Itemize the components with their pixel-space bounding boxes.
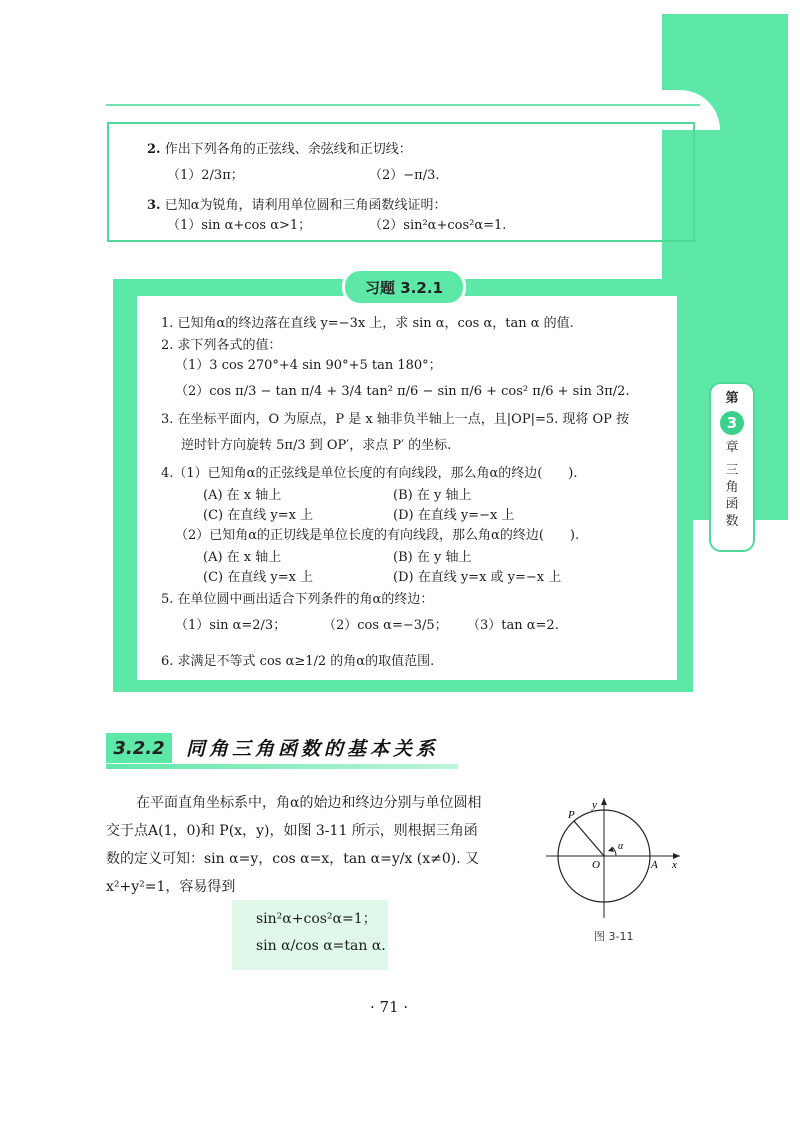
chapter-title-char: 三 xyxy=(725,463,739,478)
label-O: O xyxy=(592,859,600,871)
exercise-panel xyxy=(137,296,677,680)
formula-identity: sin²α+cos²α=1； xyxy=(256,911,377,927)
ex-item: （2）cos π/3 − tan π/4 + 3/4 tan² π/6 − sin π/6 + cos² π/6 + sin 3π/2. xyxy=(175,384,630,399)
figure-caption: 图 3-11 xyxy=(594,930,634,943)
ex-choice: (C) 在直线 y=x 上 xyxy=(203,570,314,585)
ex-choice: (D) 在直线 y=x 或 y=−x 上 xyxy=(393,570,562,585)
ex-sub: （1）sin α=2/3； xyxy=(175,618,287,633)
ex-sub: （3）tan α=2. xyxy=(467,618,559,633)
body-line: x²+y²=1，容易得到 xyxy=(106,879,236,895)
ex-item: 5. 在单位圆中画出适合下列条件的角α的终边： xyxy=(161,592,434,607)
chapter-suffix: 章 xyxy=(725,440,739,455)
ex-item: 1. 已知角α的终边落在直线 y=−3x 上，求 sin α，cos α，tan α 的值. xyxy=(161,316,574,331)
ex-choice: (C) 在直线 y=x 上 xyxy=(203,508,314,523)
ex-item: 3. 在坐标平面内，O 为原点，P 是 x 轴非负半轴上一点，且|OP|=5. 现将 OP 按 xyxy=(161,412,630,427)
chapter-title-char: 数 xyxy=(725,514,739,529)
ex-item: （1）3 cos 270°+4 sin 90°+5 tan 180°； xyxy=(175,358,442,373)
terminal-side xyxy=(574,821,604,856)
exercise-title: 习题 3.2.1 xyxy=(342,268,466,306)
ex-choice: (B) 在 y 轴上 xyxy=(393,550,472,565)
question-3: 3. 已知α为锐角，请利用单位圆和三角函数线证明： xyxy=(147,198,447,213)
chapter-title-char: 函 xyxy=(725,497,739,512)
question-2: 2. 作出下列各角的正弦线、余弦线和正切线： xyxy=(147,142,412,157)
label-P: P xyxy=(568,809,575,821)
ex-item: 4.（1）已知角α的正弦线是单位长度的有向线段，那么角α的终边( ). xyxy=(161,466,578,481)
ex-sub: （2）cos α=−3/5； xyxy=(323,618,448,633)
label-y: y xyxy=(592,799,597,811)
ex-choice: (D) 在直线 y=−x 上 xyxy=(393,508,515,523)
ex-item: 2. 求下列各式的值： xyxy=(161,338,282,353)
ex-item: 6. 求满足不等式 cos α≥1/2 的角α的取值范围. xyxy=(161,654,435,669)
page-number: · 71 · xyxy=(370,998,409,1016)
chapter-title-char: 角 xyxy=(725,480,739,495)
label-x: x xyxy=(672,859,677,871)
question-3b: （2）sin²α+cos²α=1. xyxy=(369,218,507,233)
ex-item: （2）已知角α的正切线是单位长度的有向线段，那么角α的终边( ). xyxy=(175,528,580,543)
chapter-prefix: 第 xyxy=(725,391,739,406)
label-alpha: α xyxy=(618,841,624,852)
section-title: 同角三角函数的基本关系 xyxy=(186,738,440,760)
question-2a: （1）2/3π； xyxy=(167,168,244,183)
question-3a: （1）sin α+cos α>1； xyxy=(167,218,312,233)
formula-ratio: sin α/cos α=tan α. xyxy=(256,938,386,954)
unit-circle-figure xyxy=(540,794,685,924)
header-rule xyxy=(106,104,700,106)
body-line: 在平面直角坐标系中，角α的始边和终边分别与单位圆相 xyxy=(136,795,482,811)
body-line: 数的定义可知：sin α=y，cos α=x，tan α=y/x (x≠0). 又 xyxy=(106,851,480,867)
chapter-tab xyxy=(709,382,755,552)
body-line: 交于点A(1，0)和 P(x，y)，如图 3-11 所示，则根据三角函 xyxy=(106,823,478,839)
ex-choice: (A) 在 x 轴上 xyxy=(203,488,282,503)
formula-box xyxy=(232,900,388,970)
section-underline xyxy=(106,764,458,769)
practice-box xyxy=(107,122,695,242)
section-number: 3.2.2 xyxy=(106,733,172,763)
ex-item: 逆时针方向旋转 5π/3 到 OP′，求点 P′ 的坐标. xyxy=(181,438,452,453)
chapter-number: 3 xyxy=(720,411,744,435)
question-2b: （2）−π/3. xyxy=(369,168,440,183)
ex-choice: (B) 在 y 轴上 xyxy=(393,488,472,503)
ex-choice: (A) 在 x 轴上 xyxy=(203,550,282,565)
y-axis-arrow xyxy=(601,798,607,805)
label-A: A xyxy=(651,859,658,871)
